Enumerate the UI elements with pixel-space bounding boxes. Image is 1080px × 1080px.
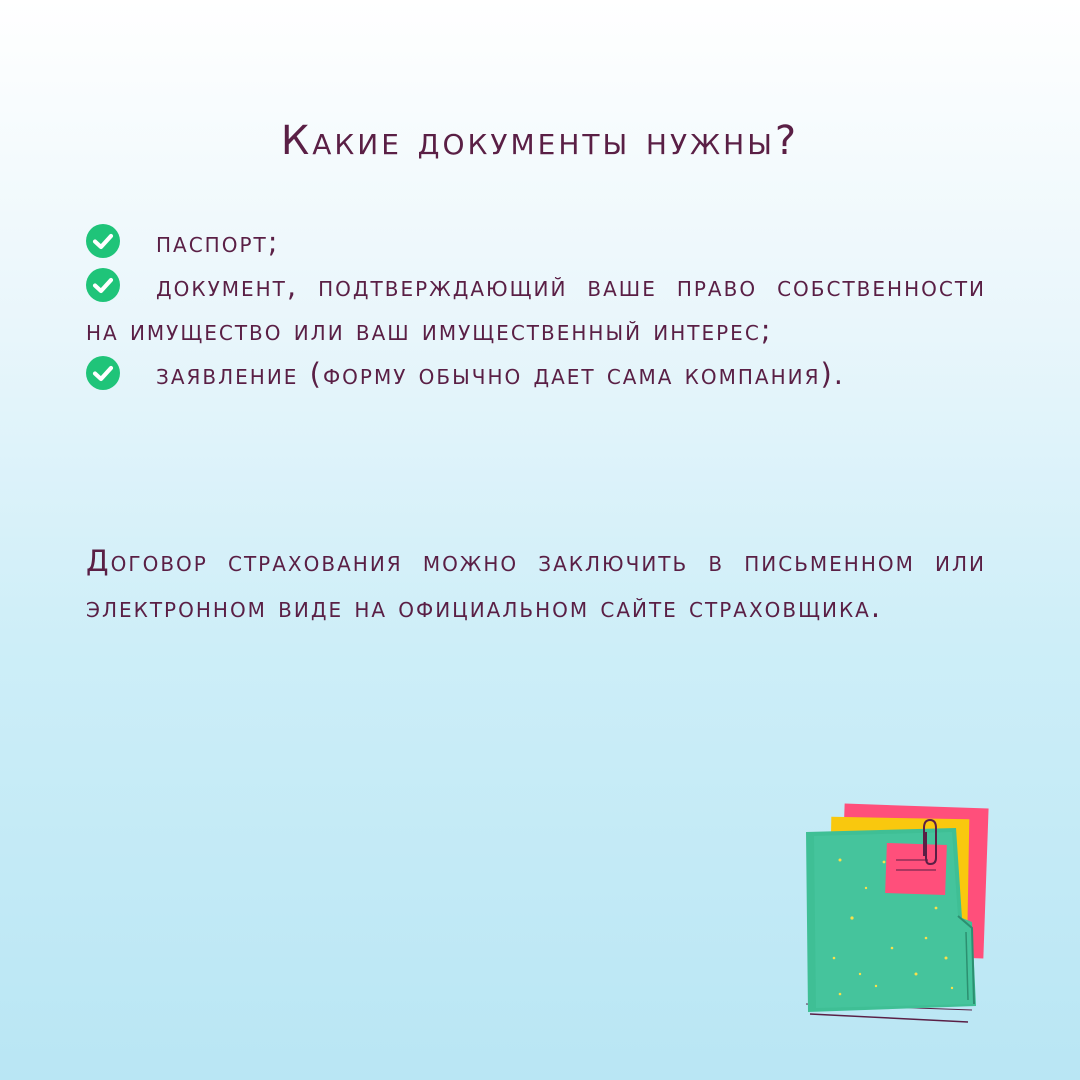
check-circle-icon (86, 268, 120, 302)
list-item-text: паспорт; (156, 225, 280, 259)
folder-with-papers-icon (796, 798, 996, 1028)
list-item (86, 352, 986, 396)
check-circle-icon (86, 356, 120, 390)
check-circle-icon (86, 224, 120, 258)
list-item-text: документ, подтверждающий ваше право собственности на имущество или ваш имущественный интерес; (86, 269, 986, 347)
page-title: Какие документы нужны? (280, 118, 800, 164)
list-item (86, 220, 986, 264)
list-item-text: заявление (форму обычно дает сама компания). (156, 357, 845, 391)
closing-paragraph: Договор страхования можно заключить в письменном или электронном виде на официальном сайте страховщика. (86, 544, 986, 624)
documents-list (86, 220, 986, 396)
list-item (86, 264, 986, 352)
